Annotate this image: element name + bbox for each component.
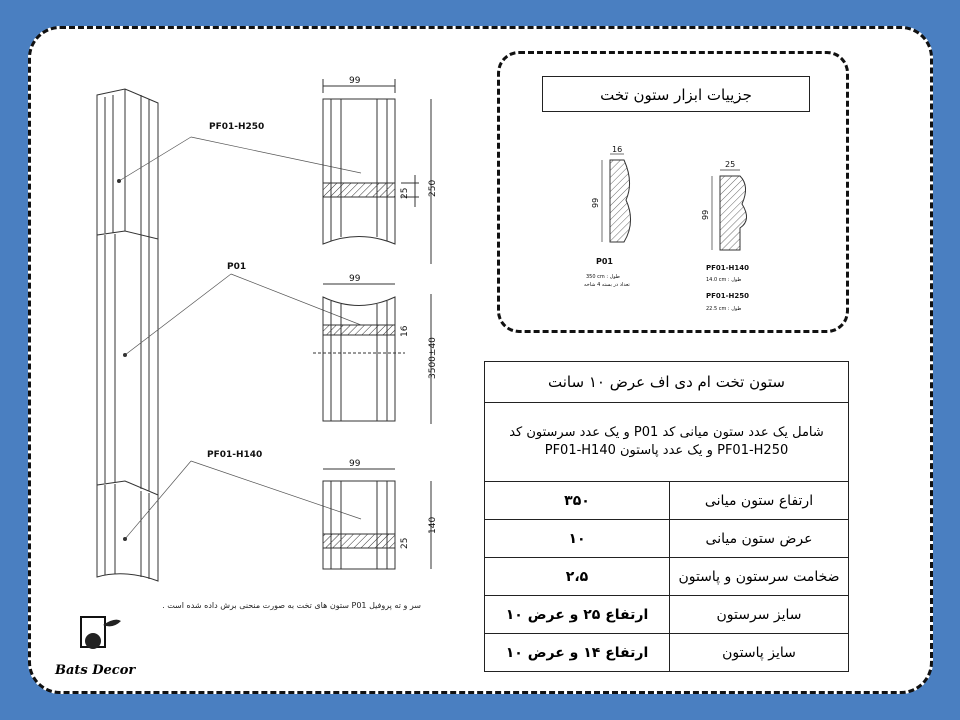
pf-length-a: 14.0 cm : طول [706, 277, 742, 283]
table-row [485, 520, 849, 558]
row-value: ۱۰ [485, 520, 670, 558]
logo-text: Bats Decor [55, 663, 136, 678]
pf-thickness: 25 [725, 160, 736, 169]
dim-width-top: 99 [349, 76, 361, 86]
table-description: شامل یک عدد ستون میانی کد P01 و یک عدد سرستون کد PF01-H250 و یک عدد پاستون PF01-H140 [485, 403, 849, 482]
dim-width-mid: 99 [349, 274, 361, 284]
pf-length-b: 22.5 cm : طول [706, 306, 742, 312]
p01-thickness: 16 [612, 145, 623, 154]
row-value: ۲،۵ [485, 558, 670, 596]
profile-detail-panel [497, 51, 849, 333]
spec-table [484, 361, 849, 672]
row-value: ۳۵۰ [485, 482, 670, 520]
dim-height-mid: 3500±40 [428, 337, 438, 379]
detail-title: جزییات ابزار ستون تخت [542, 76, 810, 112]
elevation-bottom [323, 469, 431, 569]
row-label: عرض ستون میانی [670, 520, 849, 558]
table-row [485, 596, 849, 634]
elevation-top [323, 79, 431, 264]
elevation-mid [313, 284, 431, 424]
dim-cut-top: 25 [400, 187, 410, 199]
table-header: ستون تخت ام دی اف عرض ۱۰ سانت [485, 362, 849, 403]
dim-height-bottom: 140 [428, 516, 438, 534]
label-bottom-profile: PF01-H140 [207, 450, 263, 460]
table-row [485, 558, 849, 596]
row-label: ارتفاع ستون میانی [670, 482, 849, 520]
spec-sheet-card [28, 26, 933, 694]
row-value: ارتفاع ۱۴ و عرض ۱۰ [485, 634, 670, 672]
table-row [485, 482, 849, 520]
p01-length: 350 cm : طول [586, 274, 620, 280]
dim-height-top: 250 [428, 179, 438, 197]
dim-cut-mid: 16 [400, 325, 410, 337]
row-label: ضخامت سرستون و پاستون [670, 558, 849, 596]
pf-code-b: PF01-H250 [706, 292, 750, 300]
row-value: ارتفاع ۲۵ و عرض ۱۰ [485, 596, 670, 634]
dim-cut-bottom: 25 [400, 537, 410, 549]
p01-height: 99 [591, 197, 600, 208]
dim-width-bottom: 99 [349, 459, 361, 469]
row-label: سایز سرستون [670, 596, 849, 634]
drawing-note: سر و ته پروفیل P01 ستون های تخت به صورت منحنی برش داده شده است . [162, 601, 421, 610]
profile-sections [500, 54, 848, 330]
row-label: سایز پاستون [670, 634, 849, 672]
table-row [485, 634, 849, 672]
pf-height: 99 [701, 209, 710, 220]
pf-code-a: PF01-H140 [706, 264, 750, 272]
p01-code: P01 [596, 257, 613, 266]
label-middle-profile: P01 [227, 262, 247, 272]
bats-decor-logo [77, 611, 125, 657]
column-drawing [31, 29, 491, 669]
label-top-profile: PF01-H250 [209, 122, 265, 132]
p01-count: تعداد در بسته 4 شاخه [584, 282, 630, 288]
